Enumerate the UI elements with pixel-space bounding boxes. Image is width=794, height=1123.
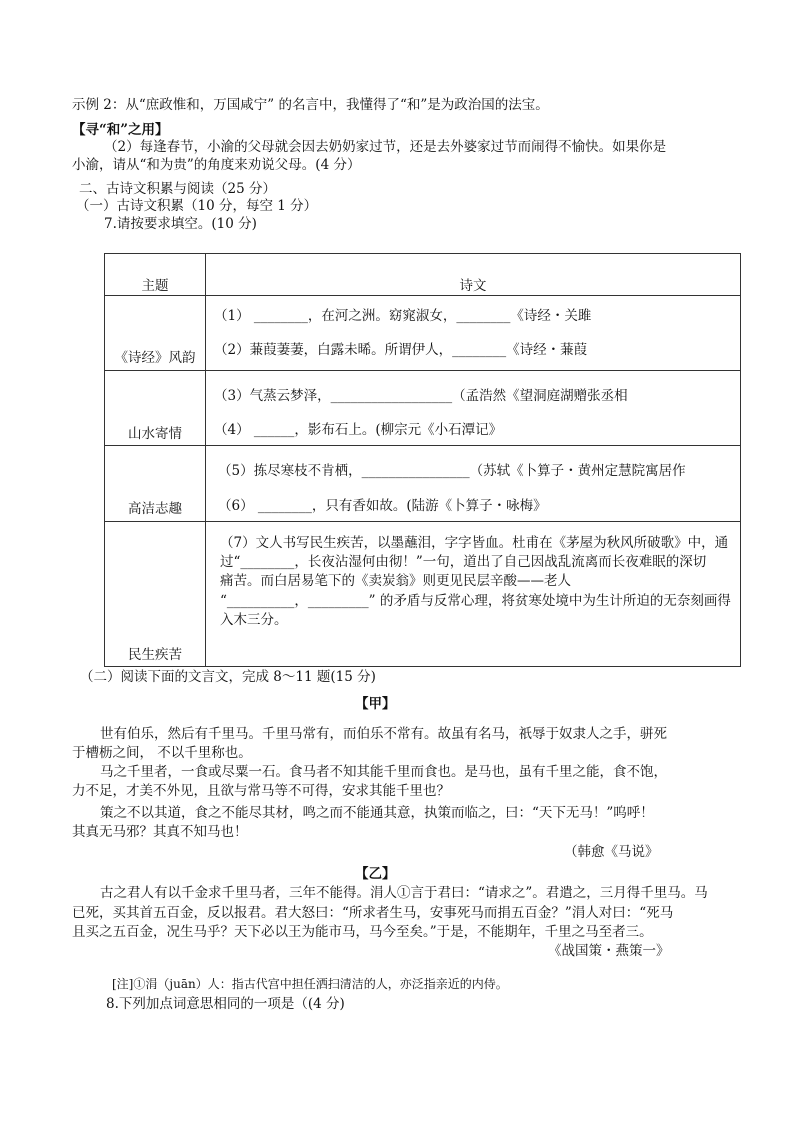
theme-cell: 民生疾苦: [128, 646, 182, 663]
passage-jia-title: 【甲】: [355, 696, 396, 712]
passage-yi-title: 【乙】: [355, 866, 396, 882]
yi-line1: 古之君人有以千金求千里马者，三年不能得。涓人①言于君曰：“请求之”。君遣之，三月得千里马。马: [100, 885, 708, 901]
poem-line: 入木三分。: [220, 611, 288, 628]
footnote: [注]①涓（juān）人：指古代宫中担任洒扫清洁的人，亦泛指亲近的内侍。: [112, 977, 508, 991]
jia-p1-line2: 于槽枥之间， 不以千里称也。: [72, 745, 252, 761]
table-row: [105, 371, 741, 446]
jia-p2-line2: 力不足，才美不外见，且欲与常马等不可得，安求其能千里也？: [72, 783, 450, 799]
header-poem: 诗文: [459, 278, 487, 294]
poem-line: 过“________，长夜沾湿何由彻！”一句，道出了自己因战乱流离而长夜难眠的深切: [220, 553, 707, 570]
question-2-line1: （2）每逢春节，小渝的父母就会因去奶奶家过节，还是去外婆家过节而闹得不愉快。如果你是: [104, 139, 667, 155]
table-header-row: [105, 254, 741, 296]
poem-line: （1） ________，在河之洲。窈窕淑女，________《诗经・关雎: [214, 308, 592, 325]
table-row: [105, 296, 741, 371]
section-title-he-use: 【寻“和”之用】: [72, 122, 169, 138]
jia-p2-line1: 马之千里者，一食或尽粟一石。食马者不知其能千里而食也。是马也，虽有千里之能，食不饱，: [100, 764, 667, 780]
example-2: 示例 2：从“庶政惟和，万国咸宁” 的名言中，我懂得了“和”是为政治国的法宝。: [72, 97, 549, 113]
table-row: [105, 521, 741, 666]
poem-line: （6） ________，只有香如故。(陆游《卜算子・咏梅》: [218, 498, 547, 515]
jia-p3-line2: 其真无马邪？其真不知马也！: [72, 824, 248, 840]
poem-line: （3）气蒸云梦泽，__________________（孟浩然《望洞庭湖赠张丞相: [214, 388, 628, 405]
poem-line: “__________，_________” 的矛盾与反常心理，将贫寒处境中为生计所迫的无奈刻画得: [220, 592, 731, 609]
poem-table: [104, 253, 741, 667]
yi-line3: 且买之五百金，况生马乎？天下必以王为能市马，马今至矣。”于是，不能期年，千里之马至者三。: [72, 924, 653, 940]
theme-cell: 高洁志趣: [128, 501, 182, 518]
yi-source: 《战国策・燕策一》: [548, 943, 670, 959]
poem-line: 痛苦。而白居易笔下的《卖炭翁》则更见民层辛酸——老人: [220, 572, 571, 589]
jia-p1-line1: 世有伯乐，然后有千里马。千里马常有，而伯乐不常有。故虽有名马，祇辱于奴隶人之手，骈死: [100, 726, 667, 742]
question-7: 7.请按要求填空。(10 分): [104, 216, 257, 232]
question-2-line2: 小渝，请从“和为贵”的角度来劝说父母。(4 分）: [72, 157, 361, 173]
yi-line2: 已死，买其首五百金，反以报君。君大怒曰：“所求者生马，安事死马而捐五百金？”涓人对曰：“死马: [72, 905, 674, 921]
part2-title: 二、古诗文积累与阅读（25 分）: [79, 181, 276, 197]
table-row: [105, 446, 741, 521]
poem-line: （7）文人书写民生疾苦，以墨蘸泪，字字皆血。杜甫在《茅屋为秋风所破歌》中，通: [220, 534, 729, 551]
header-theme: 主题: [141, 278, 169, 294]
jia-p3-line1: 策之不以其道，食之不能尽其材，鸣之而不能通其意，执策而临之，曰：“天下无马！”呜呼！: [100, 805, 654, 821]
part2-sub2: （二）阅读下面的文言文，完成 8～11 题(15 分): [80, 669, 376, 685]
poem-line: （4） ______，影布石上。(柳宗元《小石潭记》: [214, 422, 503, 439]
part2-sub1: （一）古诗文积累（10 分，每空 1 分）: [76, 198, 318, 214]
poem-line: （5）拣尽寒枝不肯栖，________________（苏轼《卜算子・黄州定慧院寓居作: [218, 463, 686, 480]
theme-cell: 《诗经》风韵: [114, 350, 196, 367]
theme-cell: 山水寄情: [128, 426, 182, 443]
jia-source: （韩愈《马说》: [564, 844, 659, 860]
question-8: 8.下列加点词意思相同的一项是（(4 分): [106, 996, 345, 1012]
poem-line: （2）蒹葭萋萋，白露未晞。所谓伊人，________《诗经・蒹葭: [214, 342, 588, 359]
